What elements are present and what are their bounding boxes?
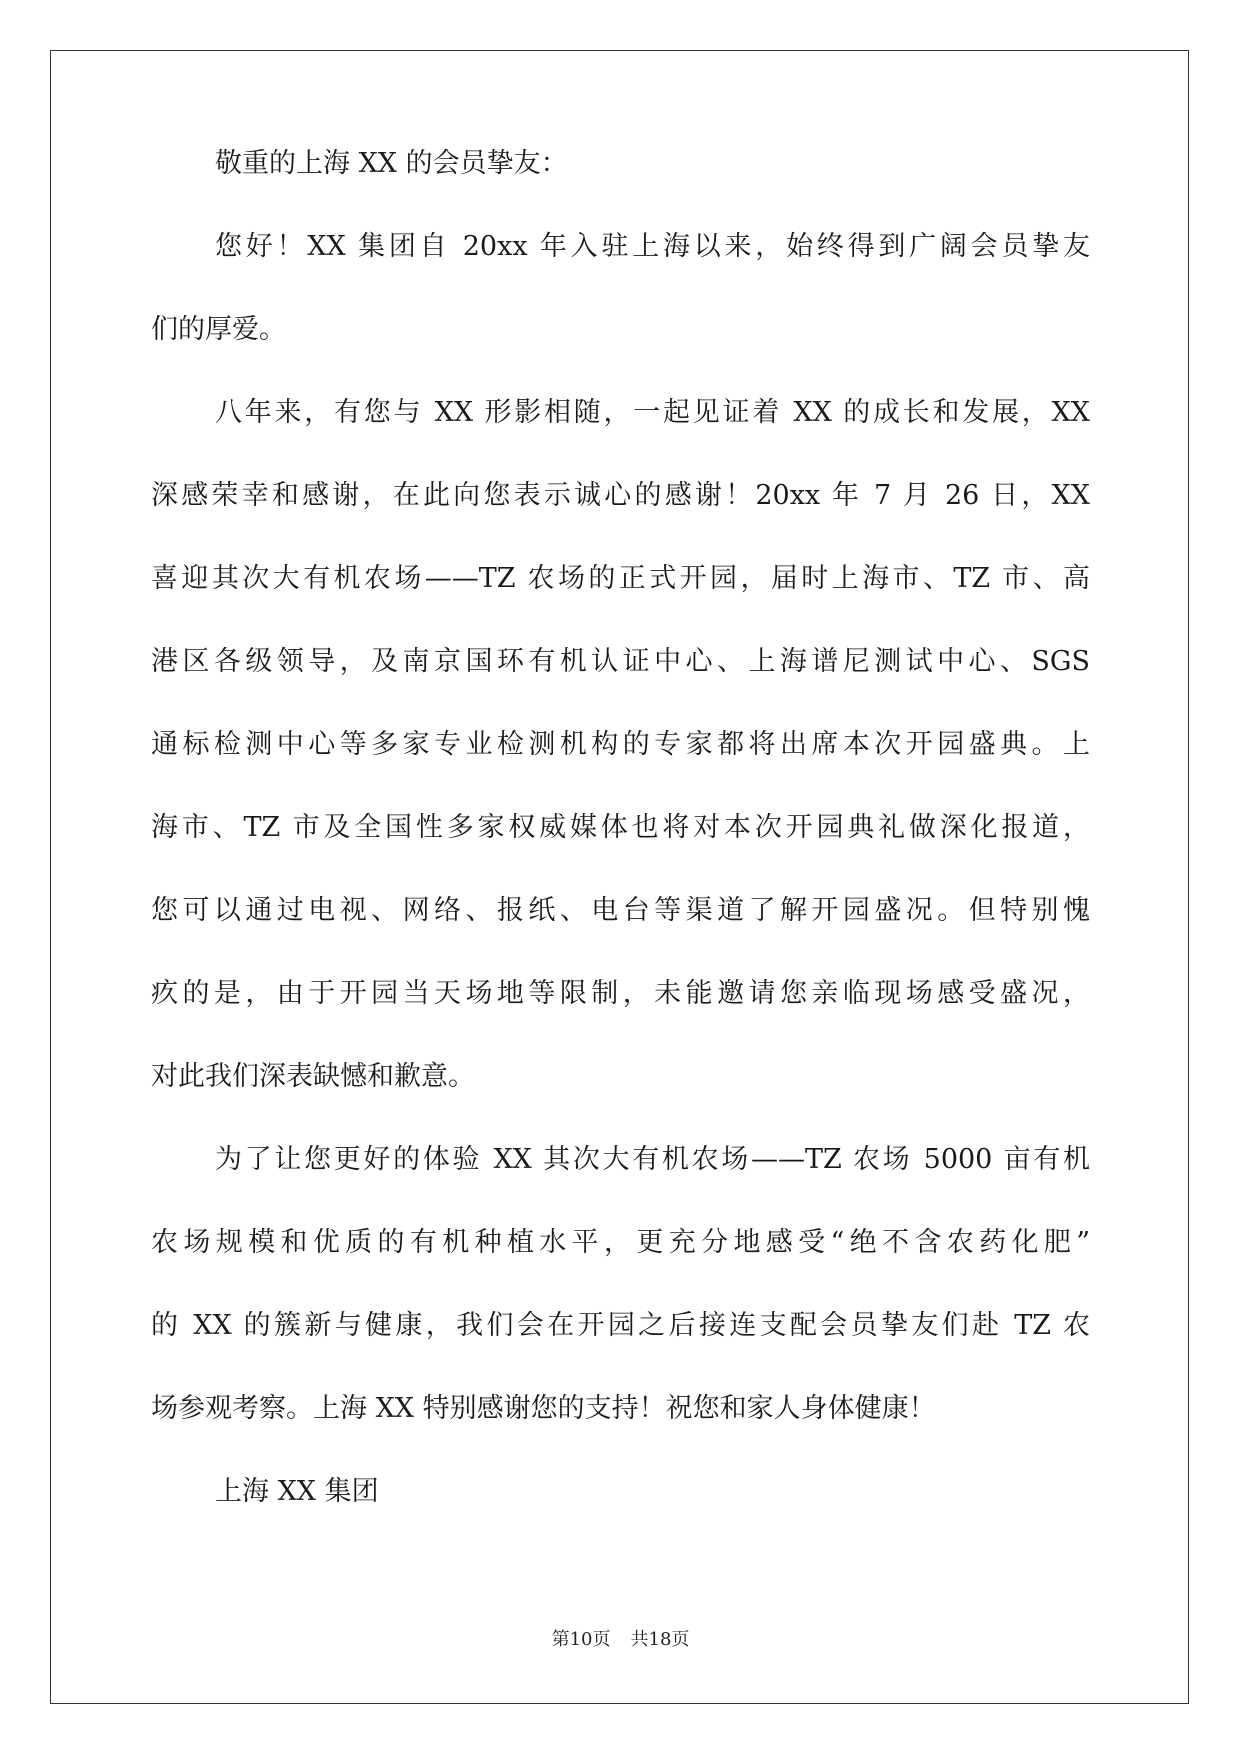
paragraph-line: 们的厚爱。 <box>151 314 286 345</box>
paragraph-line: 海市、TZ 市及全国性多家权威媒体也将对本次开园典礼做深化报道， <box>151 812 1090 843</box>
paragraph-line: 八年来，有您与 XX 形影相随，一起见证着 XX 的成长和发展，XX <box>215 397 1090 428</box>
paragraph-line: 港区各级领导，及南京国环有机认证中心、上海谱尼测试中心、SGS <box>151 646 1090 677</box>
page-number: 第10页 <box>551 1629 611 1650</box>
paragraph-line: 您可以通过电视、网络、报纸、电台等渠道了解开园盛况。但特别愧 <box>151 895 1090 926</box>
paragraph-line: 的 XX 的簇新与健康，我们会在开园之后接连支配会员挚友们赴 TZ 农 <box>151 1310 1090 1341</box>
paragraph-line: 疚的是，由于开园当天场地等限制，未能邀请您亲临现场感受盛况， <box>151 978 1090 1009</box>
paragraph-line: 深感荣幸和感谢，在此向您表示诚心的感谢！20xx 年 7 月 26 日，XX <box>151 480 1090 511</box>
letter-body <box>151 150 1090 1561</box>
page-footer <box>0 1630 1241 1650</box>
paragraph-line: 通标检测中心等多家专业检测机构的专家都将出席本次开园盛典。上 <box>151 729 1090 760</box>
paragraph-line: 喜迎其次大有机农场——TZ 农场的正式开园，届时上海市、TZ 市、高 <box>151 563 1090 594</box>
paragraph-line: 农场规模和优质的有机种植水平，更充分地感受“绝不含农药化肥” <box>151 1227 1090 1258</box>
paragraph-line: 您好！XX 集团自 20xx 年入驻上海以来，始终得到广阔会员挚友 <box>215 231 1090 262</box>
signature: 上海 XX 集团 <box>215 1476 379 1507</box>
paragraph-line: 为了让您更好的体验 XX 其次大有机农场——TZ 农场 5000 亩有机 <box>215 1144 1090 1175</box>
paragraph-line: 对此我们深表缺憾和歉意。 <box>151 1061 475 1092</box>
salutation: 敬重的上海 XX 的会员挚友： <box>215 148 568 179</box>
paragraph-line: 场参观考察。上海 XX 特别感谢您的支持！祝您和家人身体健康！ <box>151 1393 936 1424</box>
page-total: 共18页 <box>630 1629 690 1650</box>
